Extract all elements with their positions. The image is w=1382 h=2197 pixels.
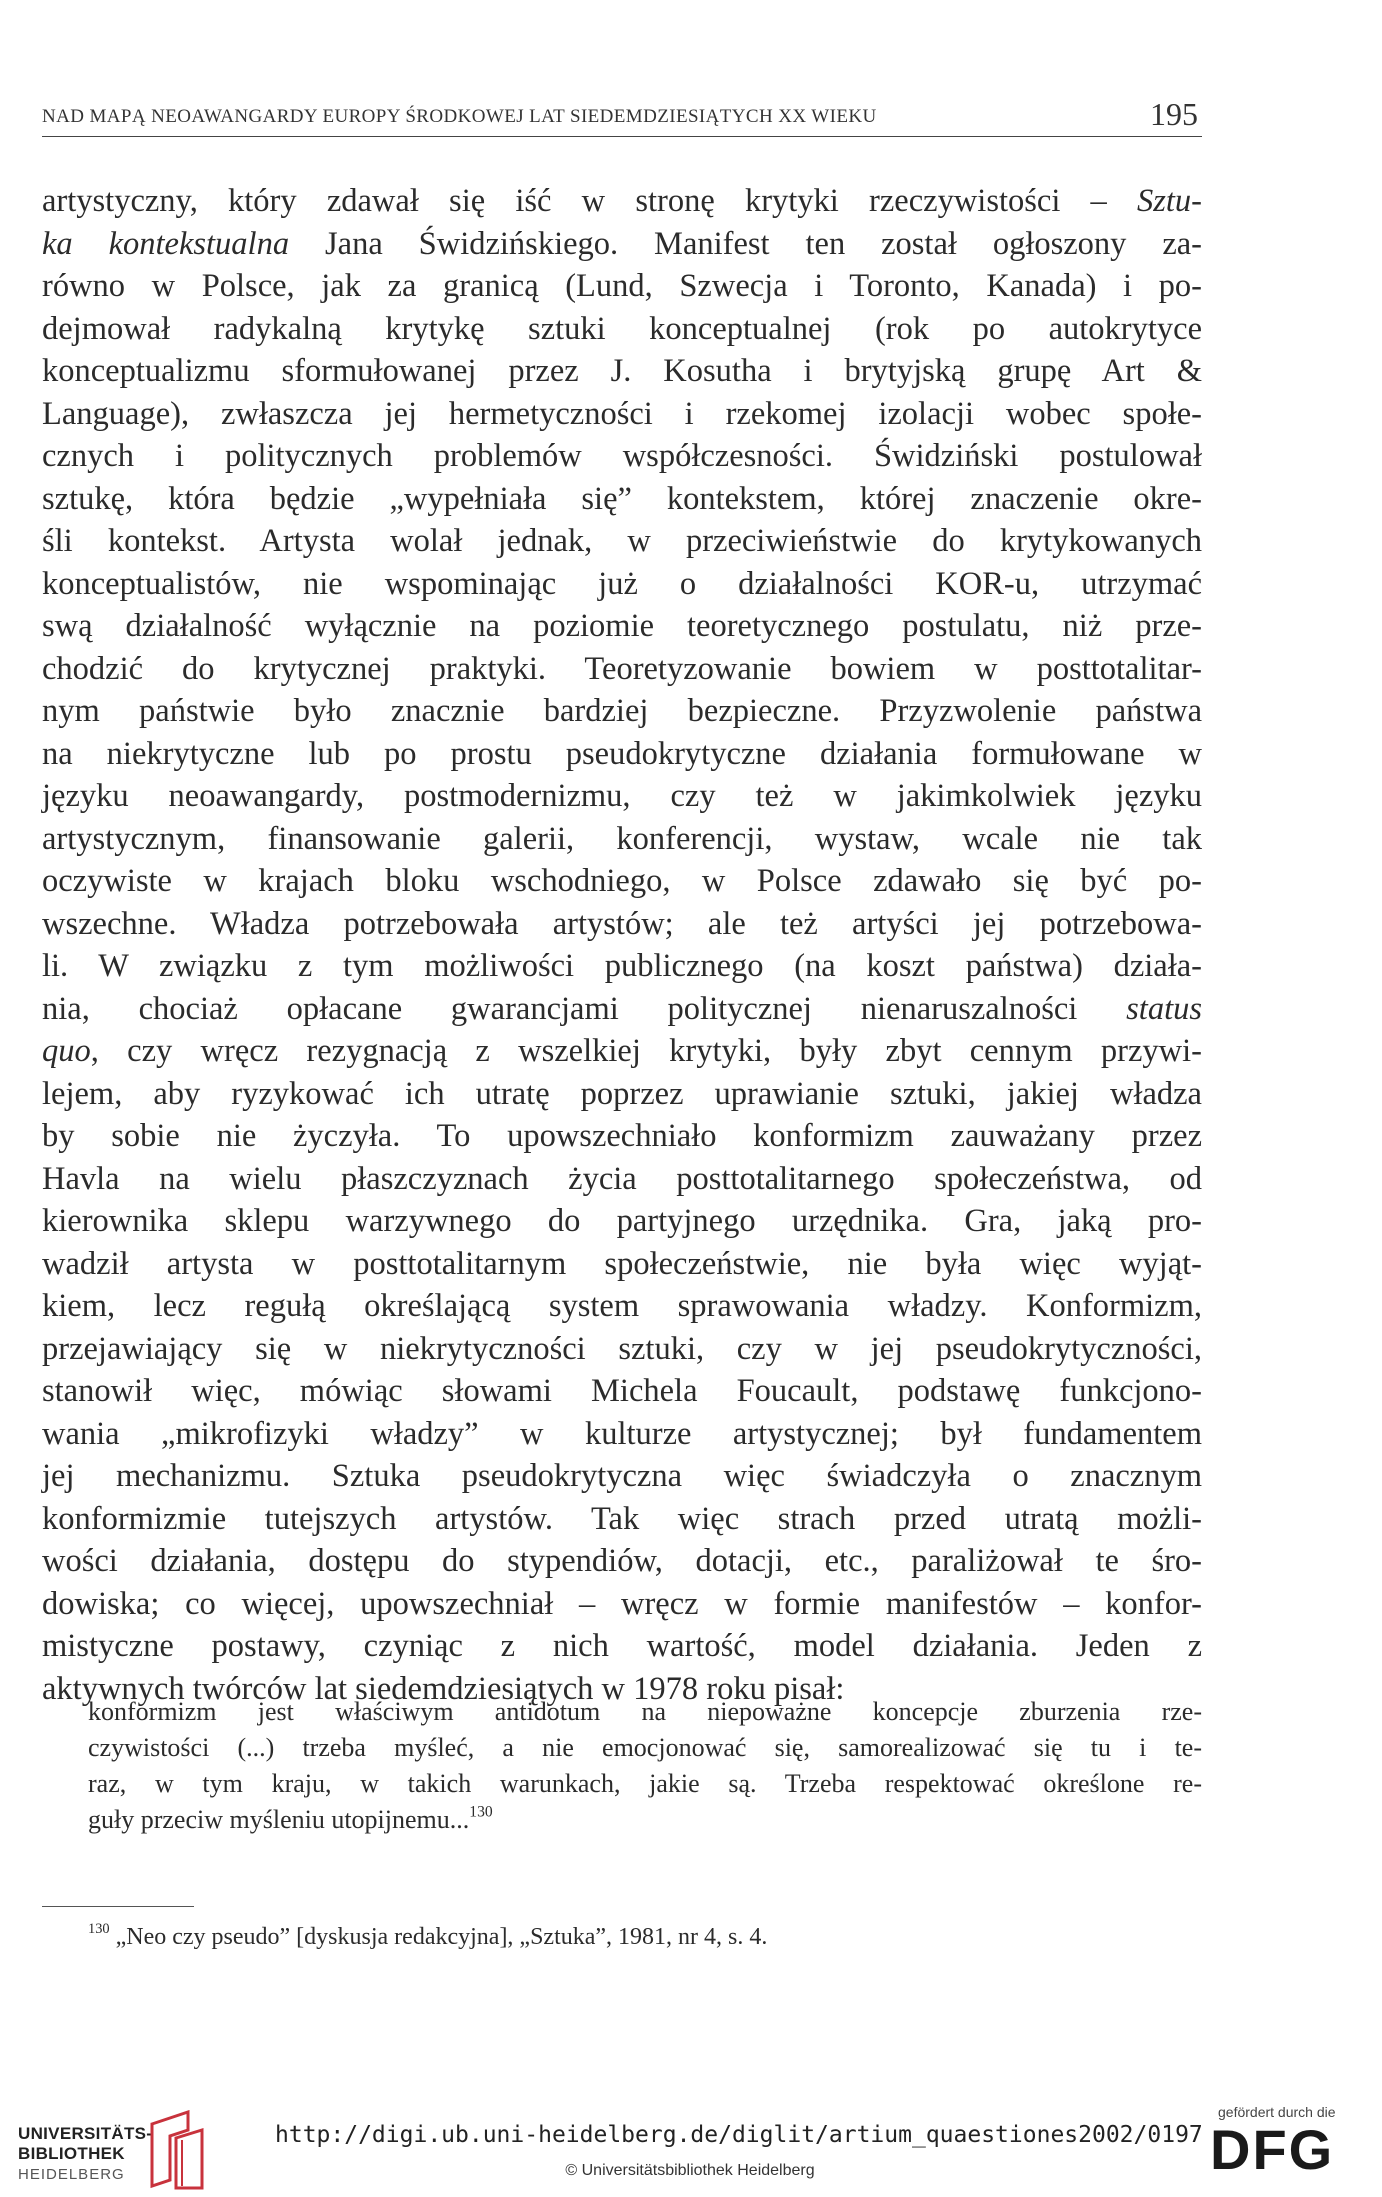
- text-line: wadził artysta w posttotalitarnym społeczeństwie, nie była więc wyjąt-: [42, 1245, 1202, 1282]
- text-line: konceptualistów, nie wspominając już o działalności KOR-u, utrzymać: [42, 565, 1202, 602]
- text-line: sztukę, która będzie „wypełniała się” kontekstem, której znaczenie okre-: [42, 480, 1202, 517]
- text-line: Language), zwłaszcza jej hermetyczności i rzekomej izolacji wobec społe-: [42, 395, 1202, 432]
- body-paragraph: [42, 180, 1202, 1710]
- text-line: cznych i politycznych problemów współczesności. Świdziński postulował: [42, 438, 1202, 474]
- text-line: wości działania, dostępu do stypendiów, dotacji, etc., paraliżował te śro-: [42, 1543, 1202, 1579]
- running-header: [42, 96, 1202, 137]
- text-line: na niekrytyczne lub po prostu pseudokrytyczne działania formułowane w: [42, 735, 1202, 772]
- text-line: by sobie nie życzyła. To upowszechniało konformizm zauważany przez: [42, 1118, 1202, 1154]
- text-line: nia, chociaż opłacane gwarancjami politycznej nienaruszalności status: [42, 990, 1202, 1027]
- text-line: lejem, aby ryzykować ich utratę poprzez uprawianie sztuki, jakiej władza: [42, 1075, 1202, 1112]
- italic-phrase: ka kontekstualna: [42, 225, 290, 262]
- text-line: oczywiste w krajach bloku wschodniego, w Polsce zdawało się być po-: [42, 863, 1202, 899]
- text-line: dejmował radykalną krytykę sztuki konceptualnej (rok po autokrytyce: [42, 310, 1202, 347]
- text-line: wania „mikrofizyki władzy” w kulturze artystycznej; był fundamentem: [42, 1415, 1202, 1452]
- copyright-notice: © Universitätsbibliothek Heidelberg: [565, 2162, 815, 2179]
- page-number: 195: [1150, 96, 1198, 132]
- footnote-number: 130: [88, 1921, 110, 1938]
- text-line: aktywnych twórców lat siedemdziesiątych w 1978 roku pisał:: [42, 1670, 845, 1707]
- text-line: mistyczne postawy, czyniąc z nich wartość, model działania. Jeden z: [42, 1628, 1202, 1664]
- italic-phrase: status: [1126, 990, 1202, 1027]
- text-line: stanowił więc, mówiąc słowami Michela Foucault, podstawę funkcjono-: [42, 1373, 1202, 1409]
- dfg-wordmark: DFG: [1210, 2118, 1335, 2181]
- library-mark-icon: [142, 2110, 212, 2190]
- footnote-reference[interactable]: 130: [469, 1803, 493, 1821]
- text-line: nym państwie było znacznie bardziej bezpieczne. Przyzwolenie państwa: [42, 693, 1202, 729]
- footnote-separator: [42, 1906, 194, 1907]
- italic-phrase: Sztu-: [1137, 183, 1202, 219]
- library-name-line2: BIBLIOTHEK: [18, 2144, 125, 2163]
- dfg-logo: [1200, 2104, 1360, 2194]
- digitization-footer: [0, 2100, 1382, 2197]
- text-line: kierownika sklepu warzywnego do partyjnego urzędnika. Gra, jaką pro-: [42, 1203, 1202, 1239]
- text-line: artystyczny, który zdawał się iść w stronę krytyki rzeczywistości – Sztu-: [42, 183, 1202, 219]
- quote-line: konformizm jest właściwym antidotum na niepoważne koncepcje zburzenia rze-: [88, 1697, 1202, 1726]
- text-line: konceptualizmu sformułowanej przez J. Kosutha i brytyjską grupę Art &: [42, 353, 1202, 389]
- footnote: [88, 1920, 767, 1954]
- text-line: wszechne. Władza potrzebowała artystów; ale też artyści jej potrzebowa-: [42, 905, 1202, 942]
- quote-line: raz, w tym kraju, w takich warunkach, jakie są. Trzeba respektować określone re-: [88, 1769, 1202, 1798]
- text-line: języku neoawangardy, postmodernizmu, czy też w jakimkolwiek języku: [42, 778, 1202, 814]
- italic-phrase: quo: [42, 1033, 91, 1069]
- text-line: równo w Polsce, jak za granicą (Lund, Szwecja i Toronto, Kanada) i po-: [42, 268, 1202, 304]
- footnote-text: „Neo czy pseudo” [dyskusja redakcyjna], „Sztuka”, 1981, nr 4, s. 4.: [115, 1924, 768, 1950]
- text-line: artystycznym, finansowanie galerii, konferencji, wystaw, wcale nie tak: [42, 820, 1202, 857]
- library-name-line1: UNIVERSITÄTS-: [18, 2124, 153, 2143]
- text-line: quo, czy wręcz rezygnacją z wszelkiej krytyki, były zbyt cennym przywi-: [42, 1033, 1202, 1069]
- text-line: przejawiający się w niekrytyczności sztuki, czy w jej pseudokrytyczności,: [42, 1330, 1202, 1367]
- text-line: konformizmie tutejszych artystów. Tak więc strach przed utratą możli-: [42, 1500, 1202, 1537]
- text-line: dowiska; co więcej, upowszechniał – wręcz w formie manifestów – konfor-: [42, 1585, 1202, 1622]
- quote-line: czywistości (...) trzeba myśleć, a nie emocjonować się, samorealizować się tu i te-: [88, 1733, 1202, 1762]
- block-quote: [88, 1694, 1202, 1838]
- text-line: li. W związku z tym możliwości publicznego (na koszt państwa) działa-: [42, 948, 1202, 984]
- text-line: chodzić do krytycznej praktyki. Teoretyzowanie bowiem w posttotalitar-: [42, 650, 1202, 687]
- library-name-line3: HEIDELBERG: [18, 2166, 125, 2183]
- university-library-logo: [18, 2110, 228, 2190]
- running-title: NAD MAPĄ NEOAWANGARDY EUROPY ŚRODKOWEJ LAT SIEDEMDZIESIĄTYCH XX WIEKU: [42, 106, 877, 127]
- text-line: ka kontekstualna Jana Świdzińskiego. Manifest ten został ogłoszony za-: [42, 225, 1202, 262]
- text-line: jej mechanizmu. Sztuka pseudokrytyczna więc świadczyła o znacznym: [42, 1458, 1202, 1494]
- dfg-caption: gefördert durch die: [1218, 2104, 1336, 2120]
- text-line: kiem, lecz regułą określającą system sprawowania władzy. Konformizm,: [42, 1288, 1202, 1324]
- source-url-link[interactable]: http://digi.ub.uni-heidelberg.de/diglit/artium_quaestiones2002/0197: [275, 2122, 1203, 2148]
- text-line: śli kontekst. Artysta wolał jednak, w przeciwieństwie do krytykowanych: [42, 523, 1202, 559]
- text-line: Havla na wielu płaszczyznach życia posttotalitarnego społeczeństwa, od: [42, 1160, 1202, 1197]
- quote-line: guły przeciw myśleniu utopijnemu...$^{130}$: [88, 1803, 493, 1834]
- text-line: swą działalność wyłącznie na poziomie teoretycznego postulatu, niż prze-: [42, 608, 1202, 644]
